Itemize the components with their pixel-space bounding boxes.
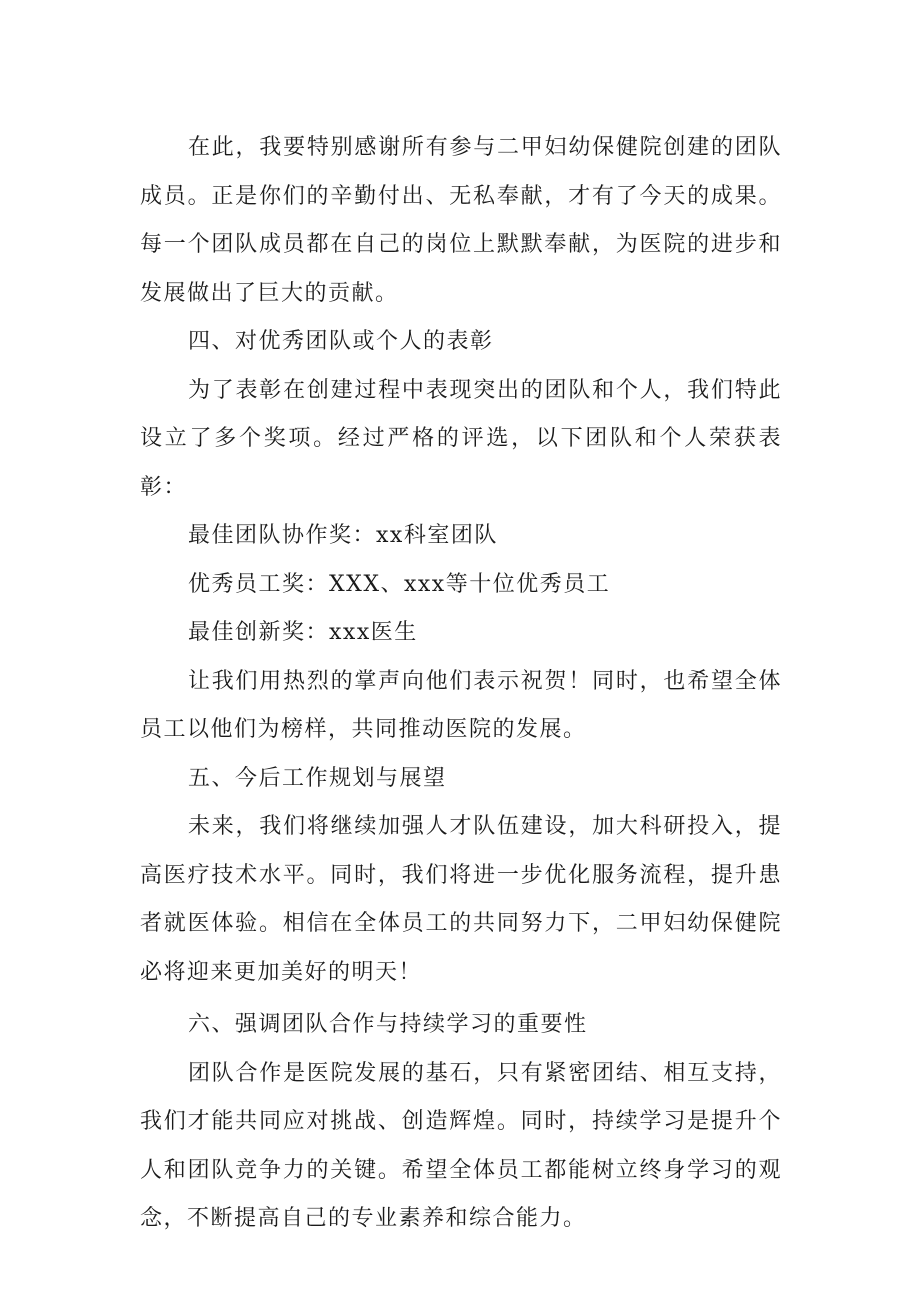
award-innovation: 最佳创新奖：xxx医生 [188,620,418,645]
document-body [140,124,782,1244]
section-heading-6: 六、强调团队合作与持续学习的重要性 [188,1012,588,1037]
award-staff: 优秀员工奖：XXX、xxx等十位优秀员工 [188,571,611,597]
paragraph-awards-intro: 为了表彰在创建过程中表现突出的团队和个人，我们特此设立了多个奖项。经过严格的评选，以下团队和个人荣获表彰： [140,377,782,500]
paragraph-thanks: 在此，我要特别感谢所有参与二甲妇幼保健院创建的团队成员。正是你们的辛勤付出、无私奉献，才有了今天的成果。每一个团队成员都在自己的岗位上默默奉献，为医院的进步和发展做出了巨大的贡献。 [140,135,782,306]
paragraph-congrats: 让我们用热烈的掌声向他们表示祝贺！同时，也希望全体员工以他们为榜样，共同推动医院的发展。 [140,668,782,742]
paragraph-future: 未来，我们将继续加强人才队伍建设，加大科研投入，提高医疗技术水平。同时，我们将进一步优化服务流程，提升患者就医体验。相信在全体员工的共同努力下，二甲妇幼保健院必将迎来更加美好的明天！ [140,814,782,985]
section-heading-4: 四、对优秀团队或个人的表彰 [188,329,494,354]
paragraph-teamwork: 团队合作是医院发展的基石，只有紧密团结、相互支持，我们才能共同应对挑战、创造辉煌。同时，持续学习是提升个人和团队竞争力的关键。希望全体员工都能树立终身学习的观念，不断提高自己的专业素养和综合能力。 [140,1060,782,1231]
award-team: 最佳团队协作奖：xx科室团队 [188,523,498,548]
section-heading-5: 五、今后工作规划与展望 [188,765,447,791]
